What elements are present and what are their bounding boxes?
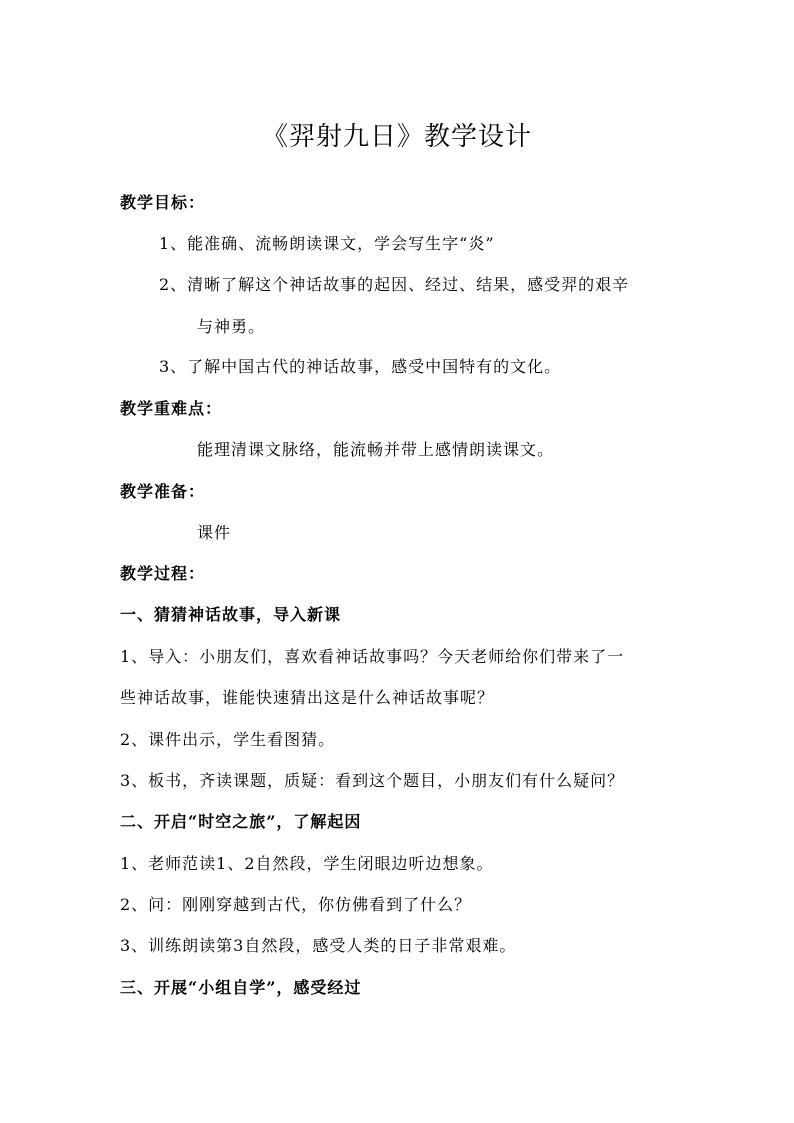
- section-1-heading: 一、猜猜神话故事，导入新课: [120, 605, 342, 624]
- preparation-text: 课件: [197, 523, 232, 542]
- section-2-line-1: 1、老师范读1、2自然段，学生闭眼边听边想象。: [120, 854, 494, 873]
- document-title: 《羿射九日》教学设计: [261, 122, 532, 153]
- objective-item-1: 1、能准确、流畅朗读课文，学会写生字“炎”: [159, 234, 495, 253]
- section-1-line-3: 2、课件出示，学生看图猜。: [120, 730, 336, 749]
- objective-item-3: 3、了解中国古代的神话故事，感受中国特有的文化。: [159, 357, 562, 376]
- objectives-heading: 教学目标：: [120, 193, 206, 212]
- objective-item-2-continued: 与神勇。: [197, 317, 266, 336]
- key-points-text: 能理清课文脉络，能流畅并带上感情朗读课文。: [197, 440, 555, 459]
- section-1-line-2: 些神话故事，谁能快速猜出这是什么神话故事呢？: [120, 688, 495, 707]
- section-2-line-3: 3、训练朗读第3自然段，感受人类的日子非常艰难。: [120, 936, 517, 955]
- section-2-line-2: 2、问：刚刚穿越到古代，你仿佛看到了什么？: [120, 895, 472, 914]
- section-2-heading: 二、开启“时空之旅”，了解起因: [120, 812, 362, 831]
- key-points-heading: 教学重难点：: [120, 399, 223, 418]
- section-1-line-4: 3、板书，齐读课题，质疑：看到这个题目，小朋友们有什么疑问？: [120, 771, 625, 790]
- objective-item-2: 2、清晰了解这个神话故事的起因、经过、结果，感受羿的艰辛: [159, 275, 630, 294]
- process-heading: 教学过程：: [120, 564, 206, 583]
- preparation-heading: 教学准备：: [120, 482, 206, 501]
- section-1-line-1: 1、导入：小朋友们，喜欢看神话故事吗？今天老师给你们带来了一: [120, 647, 625, 666]
- section-3-heading: 三、开展“小组自学”，感受经过: [120, 978, 362, 997]
